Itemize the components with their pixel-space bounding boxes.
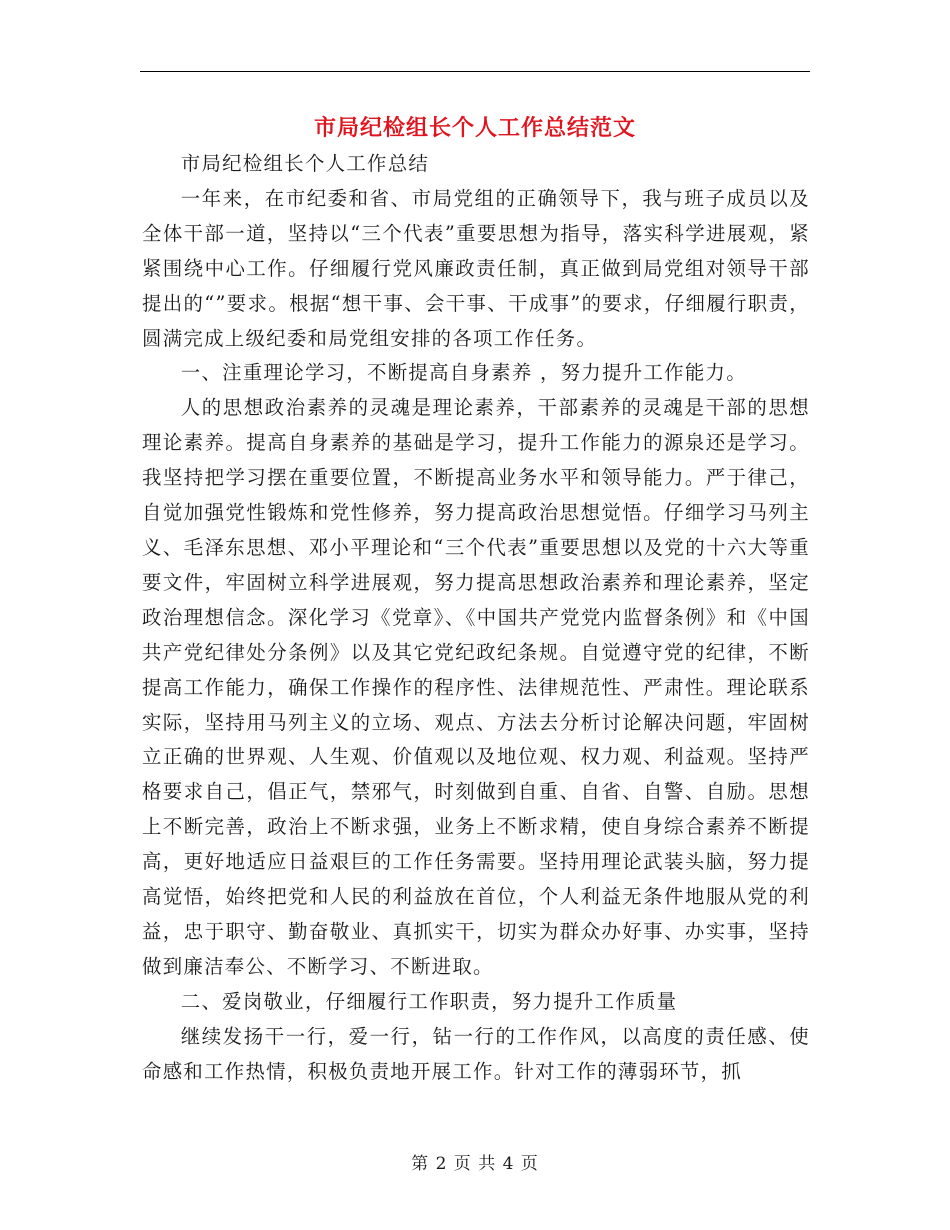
page-number-footer: 第 2 页 共 4 页 [411, 1154, 539, 1174]
section-heading-1: 一、注重理论学习，不断提高自身素养 ，努力提升工作能力。 [180, 361, 747, 385]
header-rule [140, 71, 810, 72]
intro-paragraph: 一年来，在市纪委和省、市局党组的正确领导下，我与班子成员以及全体干部一道，坚持以“三个代表”重要思想为指导，落实科学进展观，紧紧围绕中心工作。仔细履行党风廉政责任制，真正做到局党组对领导干部提出的“”要求。根据“想干事、会干事、干成事”的要求，仔细履行职责，圆满完成上级纪委和局党组安排的各项工作任务。 [142, 186, 810, 350]
section-1-paragraph: 人的思想政治素养的灵魂是理论素养，干部素养的灵魂是干部的思想理论素养。提高自身素养的基础是学习，提升工作能力的源泉还是学习。我坚持把学习摆在重要位置，不断提高业务水平和领导能力。严于律己，自觉加强党性锻炼和党性修养，努力提高政治思想觉悟。仔细学习马列主义、毛泽东思想、邓小平理论和“三个代表”重要思想以及党的十六大等重要文件，牢固树立科学进展观，努力提高思想政治素养和理论素养，坚定政治理想信念。深化学习《党章》、《中国共产党党内监督条例》和《中国共产党纪律处分条例》以及其它党纪政纪条规。自觉遵守党的纪律，不断提高工作能力，确保工作操作的程序性、法律规范性、严肃性。理论联系实际，坚持用马列主义的立场、观点、方法去分析讨论解决问题，牢固树立正确的世界观、人生观、价值观以及地位观、权力观、利益观。坚持严格要求自己，倡正气，禁邪气，时刻做到自重、自省、自警、自励。思想上不断完善，政治上不断求强，业务上不断求精，使自身综合素养不断提高，更好地适应日益艰巨的工作任务需要。坚持用理论武装头脑，努力提高觉悟，始终把党和人民的利益放在首位，个人利益无条件地服从党的利益，忠于职守、勤奋敬业、真抓实干，切实为群众办好事、办实事，坚持做到廉洁奉公、不断学习、不断进取。 [142, 396, 810, 978]
document-title: 市局纪检组长个人工作总结范文 [313, 115, 636, 141]
subtitle-paragraph: 市局纪检组长个人工作总结 [180, 152, 430, 175]
section-2-paragraph: 继续发扬干一行，爱一行，钻一行的工作作风，以高度的责任感、使命感和工作热情，积极负责地开展工作。针对工作的薄弱环节，抓 [142, 1024, 810, 1083]
section-heading-2: 二、爱岗敬业，仔细履行工作职责，努力提升工作质量 [180, 989, 678, 1013]
document-body [142, 147, 810, 1089]
